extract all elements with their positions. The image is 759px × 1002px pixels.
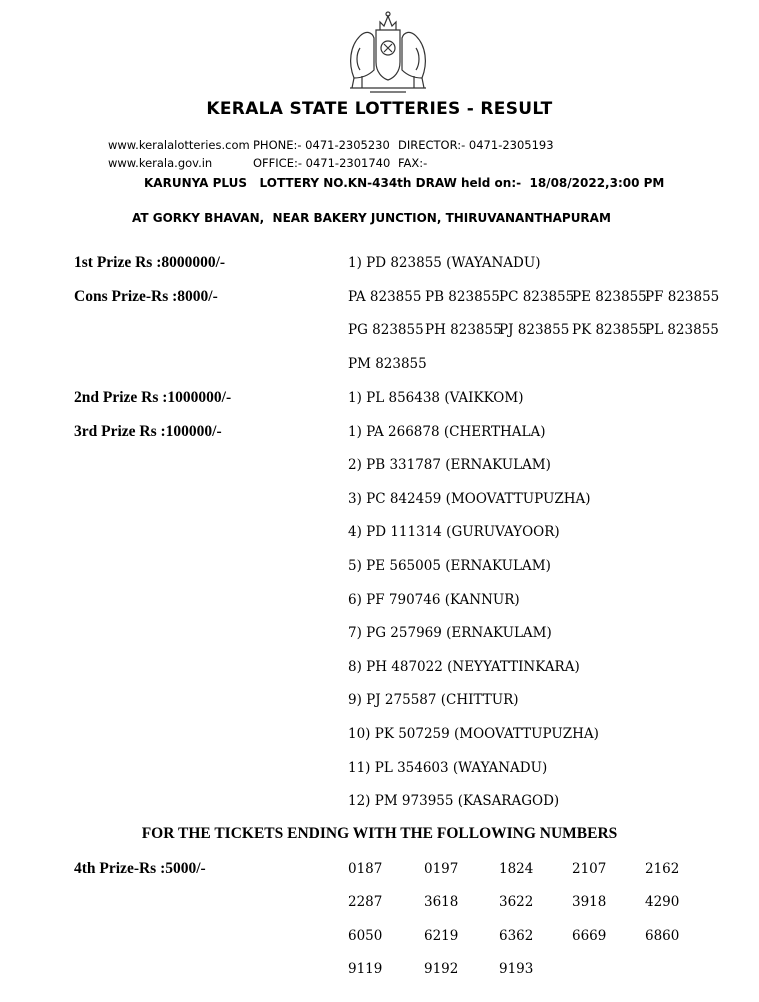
fourth-prize-number: 3618 (424, 894, 459, 910)
fourth-prize-number: 2287 (348, 894, 383, 910)
third-prize-winner: 4) PD 111314 (GURUVAYOOR) (348, 524, 560, 540)
fourth-prize-number: 9192 (424, 961, 459, 977)
cons-ticket: PG 823855 (348, 322, 424, 338)
first-prize-label: 1st Prize Rs :8000000/- (74, 254, 226, 271)
fourth-prize-number: 2162 (645, 861, 680, 877)
third-prize-winner: 1) PA 266878 (CHERTHALA) (348, 424, 546, 440)
cons-ticket: PM 823855 (348, 356, 427, 372)
third-prize-winner: 6) PF 790746 (KANNUR) (348, 592, 520, 608)
fourth-prize-number: 9193 (499, 961, 534, 977)
third-prize-winner: 2) PB 331787 (ERNAKULAM) (348, 457, 551, 473)
kerala-state-emblem-icon (340, 8, 436, 94)
cons-ticket: PC 823855 (499, 289, 575, 305)
cons-ticket: PF 823855 (645, 289, 720, 305)
second-prize-label: 2nd Prize Rs :1000000/- (74, 389, 232, 406)
cons-ticket: PE 823855 (572, 289, 647, 305)
fourth-prize-number: 9119 (348, 961, 383, 977)
third-prize-winner: 7) PG 257969 (ERNAKULAM) (348, 625, 552, 641)
fourth-prize-number: 6860 (645, 928, 680, 944)
cons-ticket: PB 823855 (425, 289, 500, 305)
fourth-prize-number: 3918 (572, 894, 607, 910)
phone-number: PHONE:- 0471-2305230 (253, 138, 390, 152)
third-prize-winner: 11) PL 354603 (WAYANADU) (348, 760, 548, 776)
fax-number: FAX:- (398, 156, 428, 170)
third-prize-winner: 8) PH 487022 (NEYYATTINKARA) (348, 659, 580, 675)
third-prize-winner: 10) PK 507259 (MOOVATTUPUZHA) (348, 726, 599, 742)
fourth-prize-number: 1824 (499, 861, 534, 877)
website-link-government[interactable]: www.kerala.gov.in (108, 156, 213, 170)
director-number: DIRECTOR:- 0471-2305193 (398, 138, 554, 152)
cons-ticket: PK 823855 (572, 322, 647, 338)
fourth-prize-label: 4th Prize-Rs :5000/- (74, 860, 206, 877)
fourth-prize-number: 6362 (499, 928, 534, 944)
fourth-prize-number: 0187 (348, 861, 383, 877)
website-link-lotteries[interactable]: www.keralalotteries.com (108, 138, 250, 152)
cons-ticket: PL 823855 (645, 322, 719, 338)
third-prize-winner: 9) PJ 275587 (CHITTUR) (348, 692, 519, 708)
draw-venue: AT GORKY BHAVAN, NEAR BAKERY JUNCTION, THIRUVANANTHAPURAM (132, 211, 611, 225)
third-prize-label: 3rd Prize Rs :100000/- (74, 423, 222, 440)
cons-ticket: PH 823855 (425, 322, 502, 338)
office-number: OFFICE:- 0471-2301740 (253, 156, 391, 170)
cons-ticket: PA 823855 (348, 289, 422, 305)
fourth-prize-number: 6219 (424, 928, 459, 944)
third-prize-winner: 3) PC 842459 (MOOVATTUPUZHA) (348, 491, 591, 507)
third-prize-winner: 5) PE 565005 (ERNAKULAM) (348, 558, 551, 574)
fourth-prize-number: 0197 (424, 861, 459, 877)
fourth-prize-number: 6050 (348, 928, 383, 944)
fourth-prize-number: 2107 (572, 861, 607, 877)
cons-prize-label: Cons Prize-Rs :8000/- (74, 288, 218, 305)
page-title: KERALA STATE LOTTERIES - RESULT (206, 99, 553, 119)
first-prize-winner: 1) PD 823855 (WAYANADU) (348, 255, 541, 271)
fourth-prize-number: 4290 (645, 894, 680, 910)
second-prize-winner: 1) PL 856438 (VAIKKOM) (348, 390, 524, 406)
fourth-prize-number: 3622 (499, 894, 534, 910)
draw-details: KARUNYA PLUS LOTTERY NO.KN-434th DRAW held on:- 18/08/2022,3:00 PM (144, 176, 665, 190)
third-prize-winner: 12) PM 973955 (KASARAGOD) (348, 793, 560, 809)
ending-numbers-heading: FOR THE TICKETS ENDING WITH THE FOLLOWING NUMBERS (141, 825, 618, 842)
cons-ticket: PJ 823855 (499, 322, 570, 338)
fourth-prize-number: 6669 (572, 928, 607, 944)
